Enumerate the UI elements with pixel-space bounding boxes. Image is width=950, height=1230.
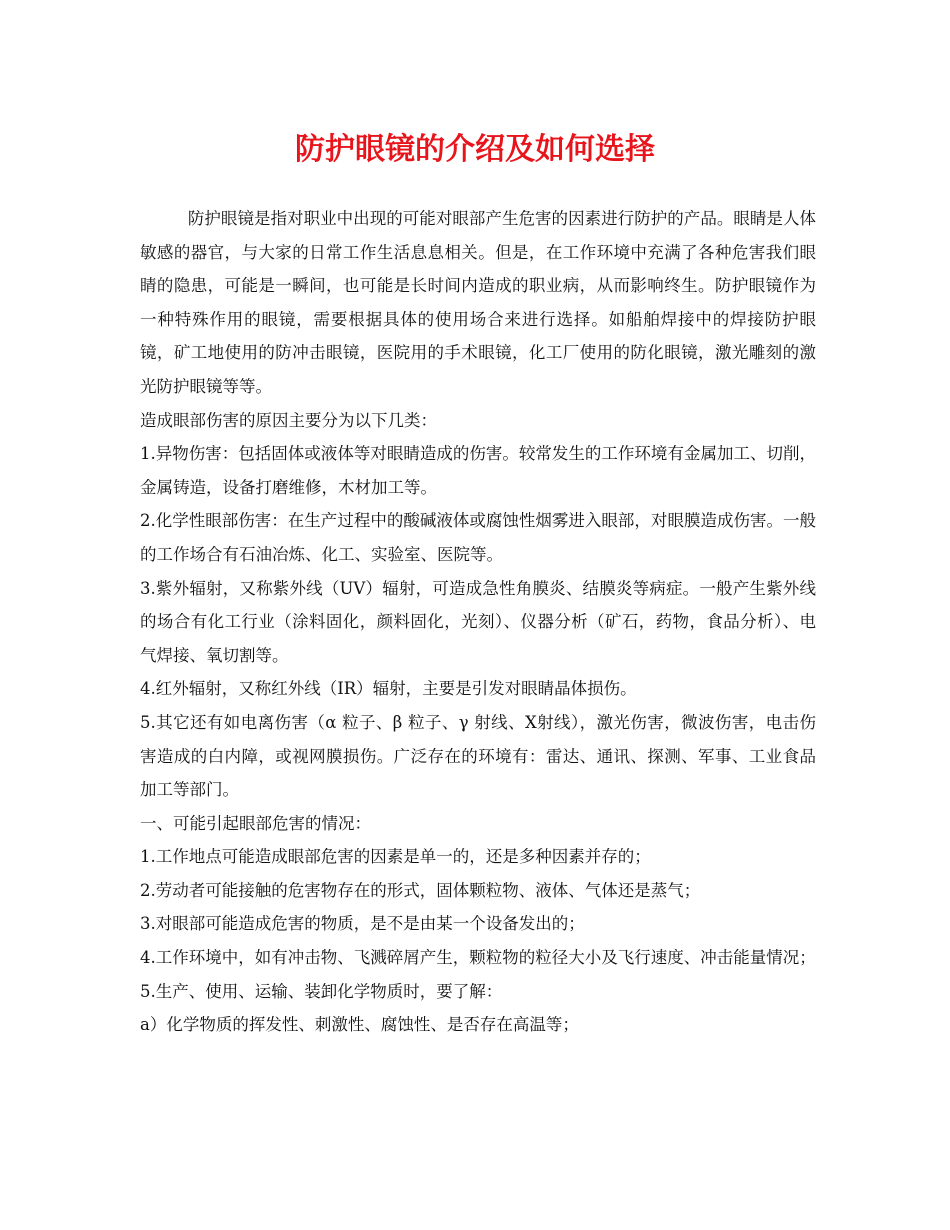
paragraph-cause-4: 4.红外辐射，又称红外线（IR）辐射，主要是引发对眼睛晶体损伤。: [140, 679, 637, 699]
paragraph-item-2: 2.劳动者可能接触的危害物存在的形式，固体颗粒物、液体、气体还是蒸气；: [140, 880, 701, 900]
paragraph-causes-heading: 造成眼部伤害的原因主要分为以下几类：: [140, 410, 437, 430]
page-title: 防护眼镜的介绍及如何选择: [295, 132, 655, 167]
paragraph-item-5a: a）化学物质的挥发性、刺激性、腐蚀性、是否存在高温等；: [140, 1015, 579, 1035]
paragraph-item-5: 5.生产、使用、运输、装卸化学物质时，要了解：: [140, 981, 503, 1001]
paragraph-item-3: 3.对眼部可能造成危害的物质，是不是由某一个设备发出的；: [140, 914, 585, 934]
paragraph-cause-5: 5.其它还有如电离伤害（α 粒子、β 粒子、γ 射线、X射线），激光伤害，微波伤害，电击伤害造成的白内障，或视网膜损伤。广泛存在的环境有：雷达、通讯、探测、军事、工业食品加工等部门。: [140, 712, 816, 800]
paragraph-section-heading: 一、可能引起眼部危害的情况：: [140, 813, 371, 833]
paragraph-cause-1: 1.异物伤害：包括固体或液体等对眼睛造成的伤害。较常发生的工作环境有金属加工、切削，金属铸造，设备打磨维修，木材加工等。: [140, 444, 816, 497]
document-body: [140, 202, 816, 1042]
paragraph-cause-3: 3.紫外辐射，又称紫外线（UV）辐射，可造成急性角膜炎、结膜炎等病症。一般产生紫外线的场合有化工行业（涂料固化，颜料固化，光刻）、仪器分析（矿石，药物，食品分析）、电气焊接、氧切割等。: [140, 578, 816, 665]
paragraph-item-1: 1.工作地点可能造成眼部危害的因素是单一的，还是多种因素并存的；: [140, 847, 651, 867]
paragraph-item-4: 4.工作环境中，如有冲击物、飞溅碎屑产生，颗粒物的粒径大小及飞行速度、冲击能量情况；: [140, 948, 816, 968]
paragraph-cause-2: 2.化学性眼部伤害：在生产过程中的酸碱液体或腐蚀性烟雾进入眼部，对眼膜造成伤害。一般的工作场合有石油冶炼、化工、实验室、医院等。: [140, 511, 816, 564]
paragraph-intro: 防护眼镜是指对职业中出现的可能对眼部产生危害的因素进行防护的产品。眼睛是人体敏感的器官，与大家的日常工作生活息息相关。但是，在工作环境中充满了各种危害我们眼睛的隐患，可能是一瞬间，也可能是长时间内造成的职业病，从而影响终生。防护眼镜作为一种特殊作用的眼镜，需要根据具体的使用场合来进行选择。如船舶焊接中的焊接防护眼镜，矿工地使用的防冲击眼镜，医院用的手术眼镜，化工厂使用的防化眼镜，激光雕刻的激光防护眼镜等等。: [140, 209, 816, 396]
